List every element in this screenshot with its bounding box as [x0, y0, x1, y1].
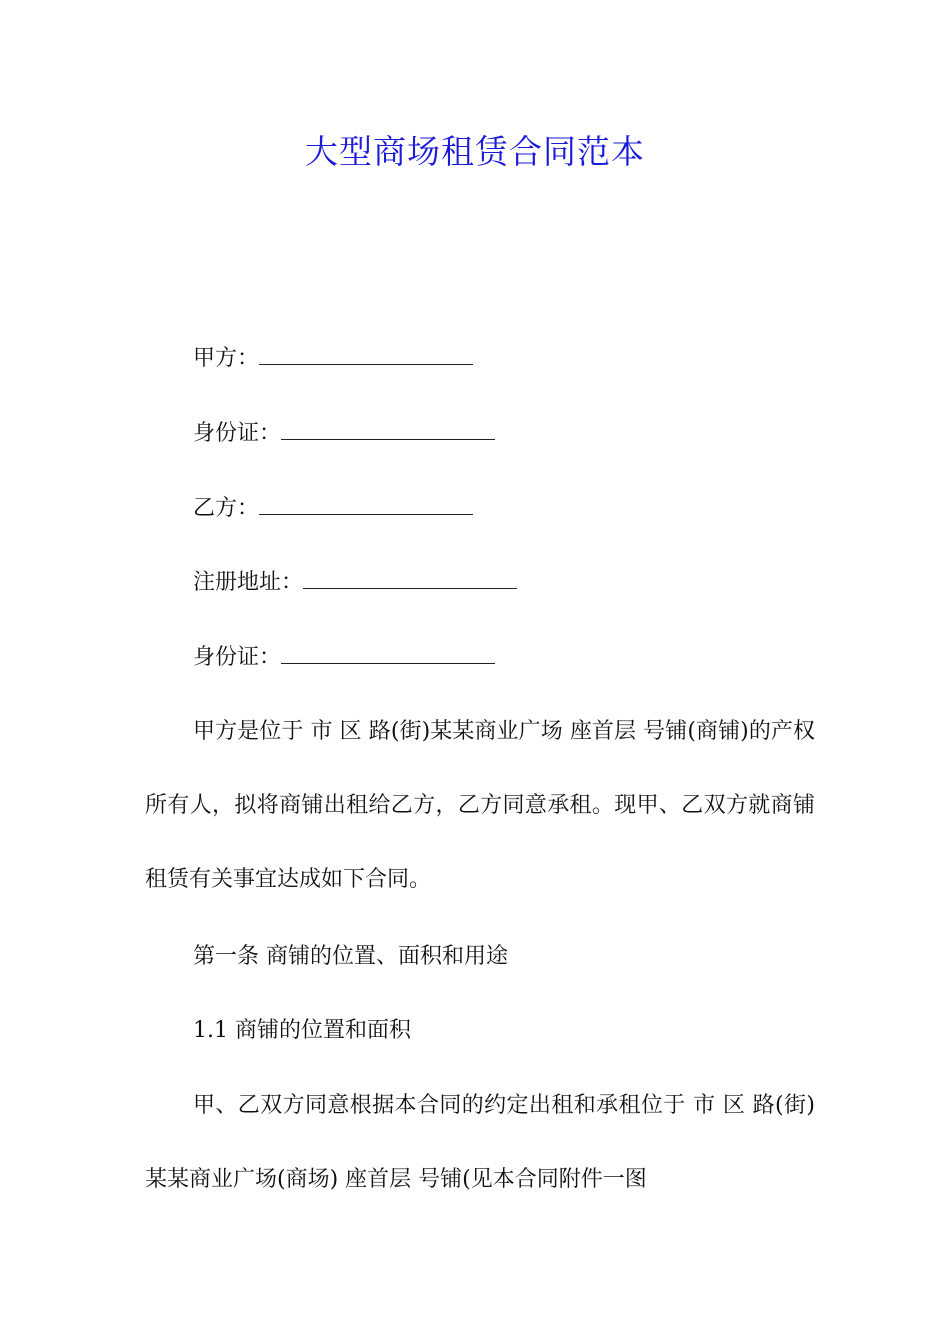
party-a-blank	[259, 346, 473, 365]
section-1-1-heading: 1.1 商铺的位置和面积	[193, 1018, 411, 1043]
document-title: 大型商场租赁合同范本	[305, 132, 645, 171]
article-1-heading: 第一条 商铺的位置、面积和用途	[193, 944, 508, 969]
party-b-id-label: 身份证：	[193, 645, 282, 670]
section-1-1-paragraph: 甲、乙双方同意根据本合同的约定出租和承租位于 市 区 路(街)某某商业广场(商场) 座首层 号铺(见本合同附件一图	[145, 1093, 815, 1192]
party-a-id-label: 身份证：	[193, 421, 282, 446]
party-a-id-blank	[281, 421, 495, 440]
party-b-label: 乙方：	[193, 496, 260, 521]
party-b-id-blank	[281, 645, 495, 664]
registered-address-label: 注册地址：	[193, 570, 304, 595]
party-a-label: 甲方：	[193, 346, 260, 371]
registered-address-field	[193, 568, 517, 598]
party-b-field	[193, 494, 473, 524]
intro-paragraph: 甲方是位于 市 区 路(街)某某商业广场 座首层 号铺(商铺)的产权所有人，拟将商铺出租给乙方，乙方同意承租。现甲、乙双方就商铺租赁有关事宜达成如下合同。	[145, 719, 815, 892]
party-a-field	[193, 344, 473, 374]
party-b-id-field	[193, 643, 495, 673]
party-b-blank	[259, 496, 473, 515]
party-a-id-field	[193, 419, 495, 449]
registered-address-blank	[303, 570, 517, 589]
